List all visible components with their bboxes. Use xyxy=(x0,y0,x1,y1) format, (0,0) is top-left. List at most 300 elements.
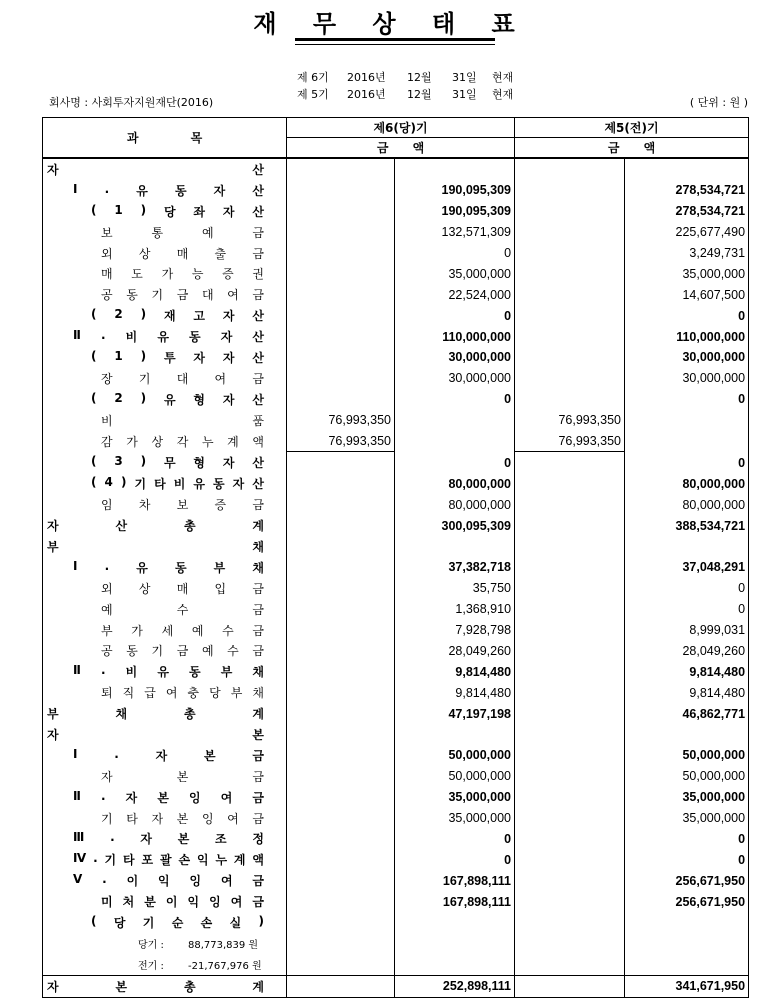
amount-v1 xyxy=(287,536,395,557)
row-label-cell xyxy=(43,452,287,473)
amount-v4: 80,000,000 xyxy=(625,473,749,494)
label-char: 채 xyxy=(252,560,264,575)
period-status: 현재 xyxy=(492,88,514,101)
row-label xyxy=(73,872,264,889)
label-char: 산 xyxy=(115,519,128,534)
row-label-cell xyxy=(43,578,287,599)
amount-v2 xyxy=(395,431,515,452)
table-row xyxy=(43,912,749,933)
amount-v2 xyxy=(395,536,515,557)
period-term: 제 5기 xyxy=(297,88,329,101)
amount-v3 xyxy=(515,243,625,264)
row-label xyxy=(91,203,264,220)
row-label xyxy=(101,622,264,639)
label-char: 동 xyxy=(174,560,187,575)
amount-v3 xyxy=(515,368,625,389)
amount-v4: 14,607,500 xyxy=(625,284,749,305)
label-char: 포 xyxy=(141,853,154,868)
label-char: 매 xyxy=(176,246,189,261)
label-char: 금 xyxy=(252,769,264,784)
label-char: 산 xyxy=(252,477,264,492)
amount-v1 xyxy=(287,787,395,808)
amount-v3 xyxy=(515,263,625,284)
label-char: . xyxy=(104,181,110,196)
amount-v1 xyxy=(287,829,395,850)
table-row xyxy=(43,724,749,745)
label-char: 금 xyxy=(252,602,264,617)
amount-v1 xyxy=(287,557,395,578)
amount-v2: 35,000,000 xyxy=(395,808,515,829)
label-char: 잉 xyxy=(209,895,221,910)
amount-v2: 30,000,000 xyxy=(395,347,515,368)
label-char: 계 xyxy=(252,979,264,994)
label-char: 여 xyxy=(214,371,227,386)
amount-v4: 37,048,291 xyxy=(625,557,749,578)
amount-v1 xyxy=(287,180,395,201)
amount-v4 xyxy=(625,912,749,933)
label-char: 수 xyxy=(222,623,234,638)
label-char: 채 xyxy=(115,707,128,722)
label-char: 예 xyxy=(191,623,204,638)
header-previous-period: 제5(전)기 xyxy=(515,118,749,138)
table-row xyxy=(43,410,749,431)
amount-v2: 80,000,000 xyxy=(395,494,515,515)
row-label-cell xyxy=(43,326,287,347)
label-char: 유 xyxy=(163,392,176,407)
amount-v4: 9,814,480 xyxy=(625,682,749,703)
label-char: 비 xyxy=(101,413,113,428)
amount-v4: 0 xyxy=(625,849,749,870)
label-char: 재 xyxy=(163,309,176,324)
label-char: 각 xyxy=(176,434,189,449)
label-char: Ⅱ xyxy=(73,328,81,343)
amount-v2: 110,000,000 xyxy=(395,326,515,347)
label-char: 채 xyxy=(252,539,264,554)
label-char: 익 xyxy=(196,853,209,868)
row-label xyxy=(47,705,264,722)
row-label xyxy=(101,265,264,282)
amount-v4: 0 xyxy=(625,305,749,326)
amount-v3 xyxy=(515,661,625,682)
amount-v1 xyxy=(287,703,395,724)
amount-v4: 256,671,950 xyxy=(625,891,749,912)
table-row xyxy=(43,829,749,850)
amount-v2: 167,898,111 xyxy=(395,870,515,891)
amount-v4: 278,534,721 xyxy=(625,201,749,222)
label-char: 자 xyxy=(222,350,235,365)
row-label-cell xyxy=(43,682,287,703)
label-char: 좌 xyxy=(193,204,206,219)
label-char: 총 xyxy=(183,707,196,722)
table-row xyxy=(43,263,749,284)
amount-v1 xyxy=(287,640,395,661)
amount-v3 xyxy=(515,724,625,745)
period-day: 31일 xyxy=(452,88,477,101)
row-label xyxy=(101,684,264,701)
amount-v1 xyxy=(287,243,395,264)
label-char: 여 xyxy=(227,288,239,303)
row-label-cell xyxy=(43,703,287,724)
label-char: 권 xyxy=(252,267,264,282)
label-char: 기 xyxy=(138,371,151,386)
amount-v3 xyxy=(515,347,625,368)
label-char: 상 xyxy=(151,434,164,449)
label-char: 2 xyxy=(114,390,123,405)
row-label xyxy=(91,475,264,492)
label-char: Ⅰ xyxy=(73,181,78,196)
amount-v3: 76,993,350 xyxy=(515,410,625,431)
amount-v1 xyxy=(287,599,395,620)
row-label xyxy=(101,642,264,659)
amount-v1 xyxy=(287,515,395,536)
label-char: . xyxy=(104,558,110,573)
label-char: . xyxy=(110,830,115,845)
amount-v3 xyxy=(515,284,625,305)
row-label xyxy=(101,370,264,387)
amount-v1: 76,993,350 xyxy=(287,410,395,431)
amount-v2: 7,928,798 xyxy=(395,620,515,641)
table-row xyxy=(43,284,749,305)
amount-v2: 0 xyxy=(395,389,515,410)
label-char: 부 xyxy=(213,560,226,575)
row-label-cell xyxy=(43,222,287,243)
label-char: . xyxy=(93,851,98,866)
label-char: 출 xyxy=(214,246,227,261)
amount-v4 xyxy=(625,724,749,745)
label-char: 예 xyxy=(201,225,214,240)
table-row xyxy=(43,201,749,222)
amount-v2: 47,197,198 xyxy=(395,703,515,724)
label-char: 자 xyxy=(222,309,235,324)
row-label-cell xyxy=(43,201,287,222)
amount-v3 xyxy=(515,158,625,180)
header-amount-previous: 금 액 xyxy=(515,138,749,159)
row-label-cell xyxy=(43,912,287,933)
table-row xyxy=(43,243,749,264)
label-char: 잉 xyxy=(201,811,214,826)
row-label-cell xyxy=(43,431,287,452)
table-row xyxy=(43,515,749,536)
row-label-cell xyxy=(43,620,287,641)
label-char: 동 xyxy=(126,644,138,659)
amount-v3 xyxy=(515,682,625,703)
label-char: 금 xyxy=(252,623,264,638)
amount-v2: 35,750 xyxy=(395,578,515,599)
row-label-cell xyxy=(43,263,287,284)
table-row xyxy=(43,431,749,452)
amount-v3 xyxy=(515,473,625,494)
row-label-cell xyxy=(43,243,287,264)
row-label-cell xyxy=(43,515,287,536)
amount-v4: 225,677,490 xyxy=(625,222,749,243)
amount-v3 xyxy=(515,620,625,641)
row-label-cell xyxy=(43,284,287,305)
label-char: 동 xyxy=(174,183,187,198)
amount-v2: 167,898,111 xyxy=(395,891,515,912)
amount-v3 xyxy=(515,829,625,850)
label-char: . xyxy=(114,746,119,761)
label-char: 금 xyxy=(252,644,264,659)
label-char: 계 xyxy=(252,707,264,722)
label-char: 분 xyxy=(144,895,156,910)
amount-v2: 0 xyxy=(395,452,515,473)
period-status: 현재 xyxy=(492,71,514,84)
row-label xyxy=(47,161,264,178)
amount-v4: 278,534,721 xyxy=(625,180,749,201)
note-value: -21,767,976 원 xyxy=(188,960,262,972)
label-char: ( xyxy=(91,348,97,363)
amount-v1 xyxy=(287,284,395,305)
label-char: 임 xyxy=(101,498,113,513)
row-label-cell xyxy=(43,661,287,682)
amount-v4: 50,000,000 xyxy=(625,745,749,766)
label-char: 기 xyxy=(104,853,117,868)
label-char: 3 xyxy=(114,454,123,469)
label-char: Ⅰ xyxy=(73,746,78,761)
label-char: 금 xyxy=(252,748,264,763)
label-char: 여 xyxy=(220,790,233,805)
amount-v4: 30,000,000 xyxy=(625,368,749,389)
label-char: 직 xyxy=(122,686,135,701)
label-char: 자 xyxy=(47,519,59,534)
label-char: 세 xyxy=(161,623,174,638)
label-char: 금 xyxy=(252,246,264,261)
amount-v3 xyxy=(515,578,625,599)
label-char: 금 xyxy=(176,644,189,659)
label-char: 자 xyxy=(140,832,152,847)
row-label xyxy=(101,286,264,303)
row-label-cell xyxy=(43,829,287,850)
label-char: 본 xyxy=(176,769,189,784)
amount-v1 xyxy=(287,473,395,494)
row-label xyxy=(91,307,264,324)
amount-v3 xyxy=(515,787,625,808)
label-char: 액 xyxy=(252,434,264,449)
label-char: 조 xyxy=(215,832,227,847)
label-char: 4 xyxy=(104,475,113,490)
amount-v2: 30,000,000 xyxy=(395,368,515,389)
label-char: 외 xyxy=(101,581,113,596)
amount-v4: 8,999,031 xyxy=(625,620,749,641)
amount-v4: 46,862,771 xyxy=(625,703,749,724)
amount-v4: 50,000,000 xyxy=(625,766,749,787)
label-char: 자 xyxy=(213,183,226,198)
label-char: ) xyxy=(258,914,264,928)
row-label xyxy=(101,224,264,241)
label-char: 동 xyxy=(189,330,201,345)
label-char: 산 xyxy=(252,456,264,471)
label-char: 충 xyxy=(187,686,200,701)
table-row xyxy=(43,494,749,515)
amount-v1 xyxy=(287,870,395,891)
label-char: Ⅱ xyxy=(73,663,81,678)
label-char: ( xyxy=(91,307,97,322)
note-term: 전기 : xyxy=(138,960,164,972)
amount-v4: 0 xyxy=(625,389,749,410)
table-row xyxy=(43,578,749,599)
amount-v2: 190,095,309 xyxy=(395,201,515,222)
amount-v2: 35,000,000 xyxy=(395,787,515,808)
label-char: 잉 xyxy=(189,790,201,805)
label-char: 무 xyxy=(163,456,176,471)
label-char: ) xyxy=(140,307,147,322)
row-label-cell xyxy=(43,975,287,997)
label-char: 손 xyxy=(200,916,213,930)
title-underline-thick xyxy=(295,38,495,41)
table-row xyxy=(43,389,749,410)
amount-v4: 35,000,000 xyxy=(625,787,749,808)
label-char: 괄 xyxy=(159,853,172,868)
row-label xyxy=(101,601,264,618)
amount-v4: 341,671,950 xyxy=(625,975,749,997)
amount-v1 xyxy=(287,263,395,284)
amount-v2: 0 xyxy=(395,849,515,870)
label-char: ( xyxy=(91,202,97,217)
label-char: 유 xyxy=(193,477,205,492)
row-label xyxy=(101,496,264,513)
amount-v3 xyxy=(515,389,625,410)
row-label xyxy=(101,893,264,910)
amount-v4: 80,000,000 xyxy=(625,494,749,515)
label-char: 금 xyxy=(252,874,264,889)
label-char: 가 xyxy=(126,434,138,449)
label-char: 익 xyxy=(158,874,170,889)
label-char: 예 xyxy=(201,644,214,659)
amount-v3 xyxy=(515,305,625,326)
row-label xyxy=(73,789,264,806)
label-char: 퇴 xyxy=(101,686,113,701)
amount-v2: 0 xyxy=(395,829,515,850)
label-char: 손 xyxy=(178,853,191,868)
row-label xyxy=(47,517,264,534)
amount-v3 xyxy=(515,703,625,724)
amount-v4: 256,671,950 xyxy=(625,870,749,891)
table-row xyxy=(43,891,749,912)
label-char: 처 xyxy=(122,895,135,910)
label-char: 동 xyxy=(213,477,225,492)
amount-v2 xyxy=(395,912,515,933)
table-row xyxy=(43,640,749,661)
amount-v1 xyxy=(287,745,395,766)
row-label xyxy=(73,747,264,764)
label-char: 유 xyxy=(136,560,148,575)
label-char: . xyxy=(102,872,107,887)
amount-v3 xyxy=(515,640,625,661)
label-char: 1 xyxy=(114,348,123,363)
row-label xyxy=(91,914,264,931)
label-char: 투 xyxy=(163,350,176,365)
label-char: 산 xyxy=(252,162,264,177)
amount-v3 xyxy=(515,494,625,515)
row-label xyxy=(91,349,264,366)
amount-v2: 28,049,260 xyxy=(395,640,515,661)
header-current-period: 제6(당)기 xyxy=(287,118,515,138)
row-label-cell xyxy=(43,347,287,368)
amount-v4: 0 xyxy=(625,829,749,850)
label-char: 잉 xyxy=(189,874,202,889)
period-month: 12월 xyxy=(407,88,432,101)
row-label-cell xyxy=(43,891,287,912)
label-char: 채 xyxy=(252,665,264,680)
amount-v1 xyxy=(287,389,395,410)
table-row xyxy=(43,473,749,494)
label-char: 본 xyxy=(176,811,189,826)
amount-v4 xyxy=(625,158,749,180)
amount-v1 xyxy=(287,766,395,787)
label-char: 기 xyxy=(134,477,147,492)
amount-v3 xyxy=(515,536,625,557)
label-char: 장 xyxy=(101,371,113,386)
amount-v1: 76,993,350 xyxy=(287,431,395,452)
table-row xyxy=(43,766,749,787)
amount-v2: 190,095,309 xyxy=(395,180,515,201)
amount-v1 xyxy=(287,452,395,473)
table-row xyxy=(43,180,749,201)
label-char: . xyxy=(101,663,106,678)
label-char: 대 xyxy=(201,288,214,303)
label-char: 여 xyxy=(230,895,243,910)
label-char: 급 xyxy=(144,686,156,701)
table-row xyxy=(43,599,749,620)
label-char: 본 xyxy=(157,790,169,805)
label-char: 부 xyxy=(220,665,233,680)
label-char: 이 xyxy=(126,874,139,889)
label-char: 수 xyxy=(227,644,239,659)
row-label-cell xyxy=(43,766,287,787)
row-label-cell xyxy=(43,305,287,326)
label-char: 금 xyxy=(252,895,264,910)
amount-v3 xyxy=(515,326,625,347)
label-char: 타 xyxy=(154,477,166,492)
label-char: 기 xyxy=(151,644,164,659)
label-char: Ⅱ xyxy=(73,788,81,803)
amount-v2: 300,095,309 xyxy=(395,515,515,536)
table-row xyxy=(43,745,749,766)
label-char: 자 xyxy=(222,456,235,471)
row-label-cell xyxy=(43,849,287,870)
amount-v2 xyxy=(395,158,515,180)
amount-v1 xyxy=(287,808,395,829)
row-label-cell xyxy=(43,787,287,808)
amount-v4 xyxy=(625,431,749,452)
amount-v3: 76,993,350 xyxy=(515,431,625,452)
amount-v1 xyxy=(287,222,395,243)
company-name: 회사명 : 사회투자지원재단(2016) xyxy=(49,96,214,109)
label-char: 계 xyxy=(252,519,264,534)
label-char: 계 xyxy=(227,434,239,449)
table-row xyxy=(43,975,749,997)
row-label xyxy=(101,433,264,450)
amount-v1 xyxy=(287,975,395,997)
amount-v2: 80,000,000 xyxy=(395,473,515,494)
label-char: 부 xyxy=(230,686,243,701)
amount-v4: 0 xyxy=(625,578,749,599)
label-char: 산 xyxy=(252,350,264,365)
label-char: Ⅰ xyxy=(73,558,78,573)
label-char: 자 xyxy=(151,811,164,826)
label-char: 누 xyxy=(215,853,228,868)
amount-v2 xyxy=(395,933,515,954)
table-row xyxy=(43,347,749,368)
table-row xyxy=(43,870,749,891)
label-char: . xyxy=(101,328,106,343)
header-subject: 과 목 xyxy=(43,118,287,159)
amount-v2: 9,814,480 xyxy=(395,661,515,682)
label-char: 고 xyxy=(193,309,206,324)
amount-v1 xyxy=(287,891,395,912)
amount-v4: 388,534,721 xyxy=(625,515,749,536)
row-label xyxy=(101,810,264,827)
